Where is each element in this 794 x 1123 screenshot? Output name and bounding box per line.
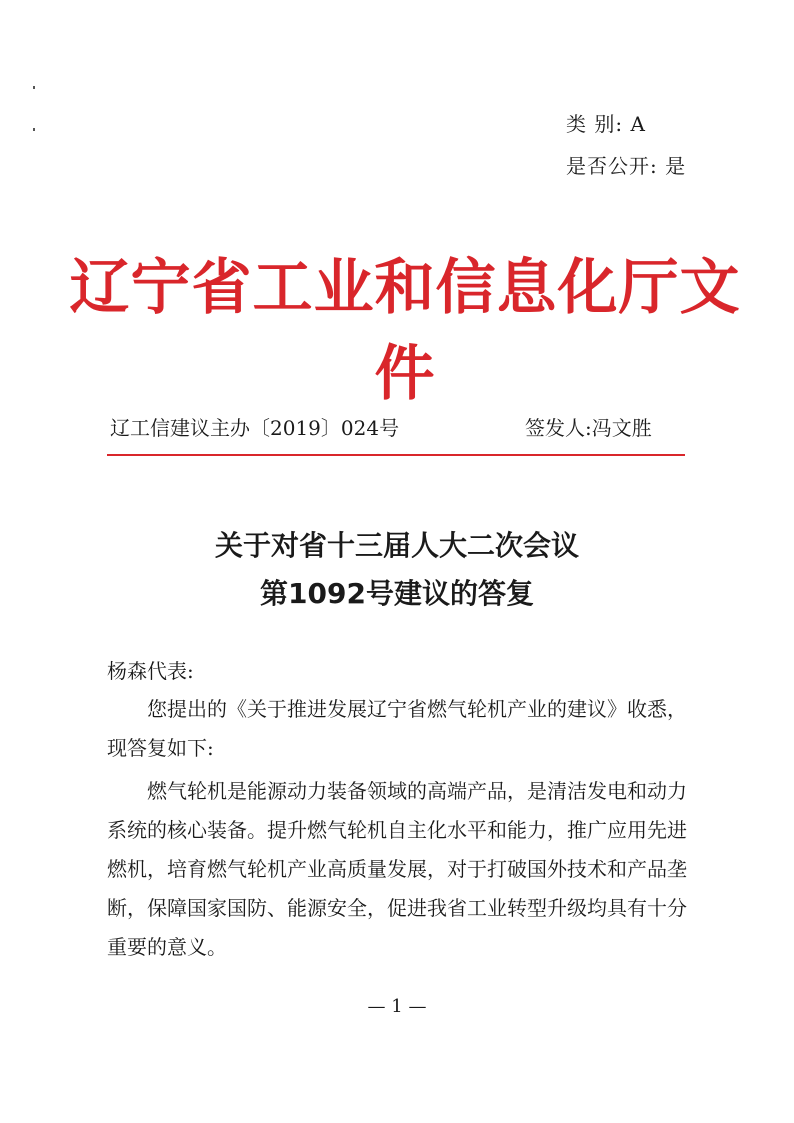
classification-label: 类 别: A bbox=[566, 112, 646, 136]
scan-mark bbox=[33, 128, 35, 131]
document-header: 辽宁省工业和信息化厅文件 bbox=[69, 253, 741, 409]
page-number: — 1 — bbox=[367, 996, 427, 1017]
salutation: 杨森代表: bbox=[107, 659, 194, 683]
title-line-1: 关于对省十三届人大二次会议 bbox=[214, 529, 579, 562]
signer: 签发人:冯文胜 bbox=[525, 416, 652, 440]
public-status-label: 是否公开: 是 bbox=[566, 154, 687, 178]
body-paragraph: 燃气轮机是能源动力装备领域的高端产品，是清洁发电和动力系统的核心装备。提升燃气轮机自主化水平和能力，推广应用先进燃机，培育燃气轮机产业高质量发展，对于打破国外技术和产品垄断，保障国家国防、能源安全，促进我省工业转型升级均具有十分重要的意义。 bbox=[107, 779, 687, 959]
body-paragraph: 您提出的《关于推进发展辽宁省燃气轮机产业的建议》收悉，现答复如下: bbox=[107, 697, 687, 760]
scan-mark bbox=[33, 86, 35, 89]
red-divider bbox=[107, 454, 685, 456]
title-line-2: 第1092号建议的答复 bbox=[260, 577, 534, 610]
document-number: 辽工信建议主办〔2019〕024号 bbox=[110, 416, 400, 440]
